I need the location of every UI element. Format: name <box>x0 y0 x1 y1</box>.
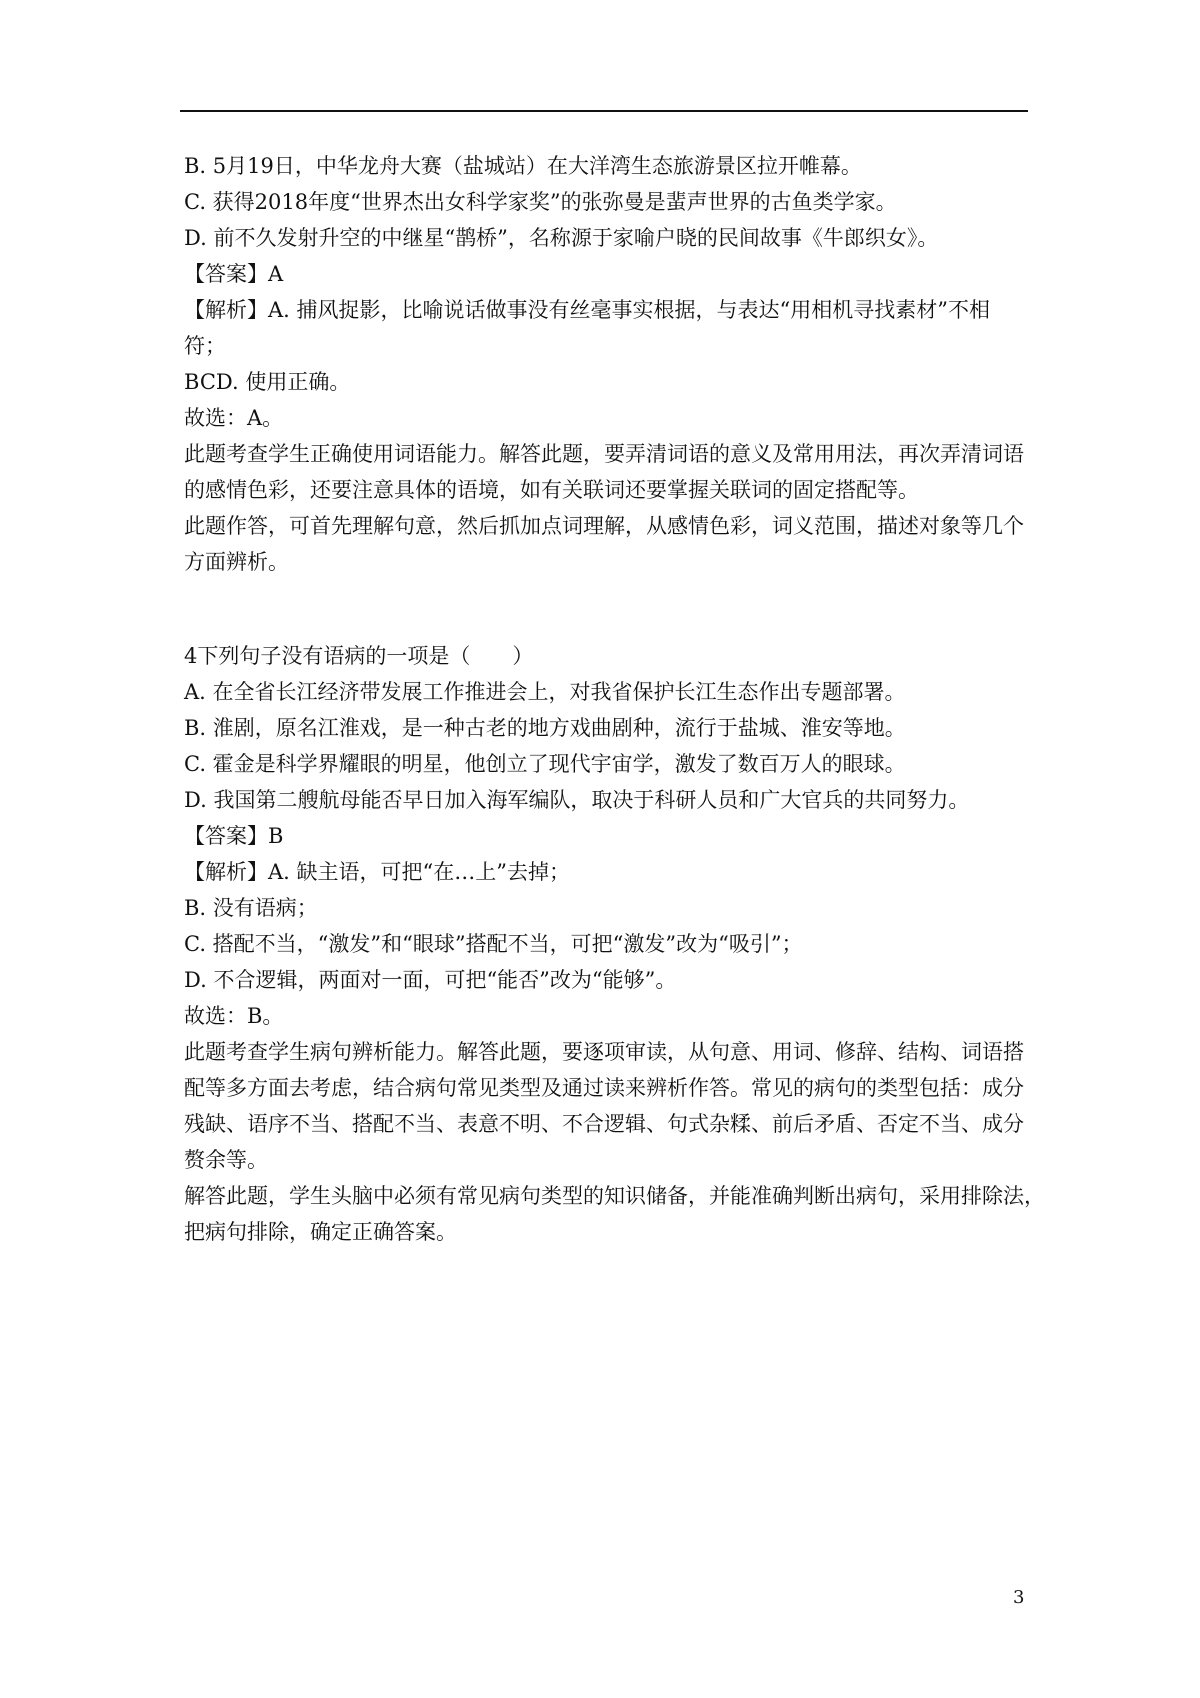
q4-option-b: B. 淮剧，原名江淮戏，是一种古老的地方戏曲剧种，流行于盐城、淮安等地。 <box>184 716 906 740</box>
q3-answer: 【答案】A <box>184 262 284 286</box>
q3-option-d: D. 前不久发射升空的中继星“鹊桥”，名称源于家喻户晓的民间故事《牛郎织女》。 <box>184 226 939 250</box>
q4-option-a: A. 在全省长江经济带发展工作推进会上，对我省保护长江生态作出专题部署。 <box>184 680 906 704</box>
header-rule <box>180 110 1028 112</box>
q3-analysis-bcd: BCD. 使用正确。 <box>184 370 351 394</box>
q4-note-1-cont-3: 赘余等。 <box>184 1148 268 1172</box>
q3-analysis-a-cont: 符； <box>184 334 226 358</box>
q4-stem: 4下列句子没有语病的一项是（ ） <box>184 644 534 668</box>
q3-option-c: C. 获得2018年度“世界杰出女科学家奖”的张弥曼是蜚声世界的古鱼类学家。 <box>184 190 897 214</box>
q4-option-d: D. 我国第二艘航母能否早日加入海军编队，取决于科研人员和广大官兵的共同努力。 <box>184 788 970 812</box>
document-body <box>184 148 1045 1250</box>
q4-choice: 故选：B。 <box>184 1004 284 1028</box>
q4-answer: 【答案】B <box>184 824 284 848</box>
q4-note-1-cont-2: 残缺、语序不当、搭配不当、表意不明、不合逻辑、句式杂糅、前后矛盾、否定不当、成分 <box>184 1112 1024 1136</box>
q4-analysis-b: B. 没有语病； <box>184 896 318 920</box>
q3-note-2-cont: 方面辨析。 <box>184 550 289 574</box>
question-gap <box>184 580 1028 638</box>
q3-analysis-a: 【解析】A. 捕风捉影，比喻说话做事没有丝毫事实根据，与表达“用相机寻找素材”不相 <box>184 298 990 322</box>
q4-note-1-cont-1: 配等多方面去考虑，结合病句常见类型及通过读来辨析作答。常见的病句的类型包括：成分 <box>184 1076 1024 1100</box>
q3-option-b: B. 5月19日，中华龙舟大赛（盐城站）在大洋湾生态旅游景区拉开帷幕。 <box>184 154 862 178</box>
q4-note-2: 解答此题，学生头脑中必须有常见病句类型的知识储备，并能准确判断出病句，采用排除法， <box>184 1184 1045 1208</box>
q4-analysis-d: D. 不合逻辑，两面对一面，可把“能否”改为“能够”。 <box>184 968 677 992</box>
q4-analysis-a: 【解析】A. 缺主语，可把“在…上”去掉； <box>184 860 570 884</box>
q3-note-2: 此题作答，可首先理解句意，然后抓加点词理解，从感情色彩，词义范围，描述对象等几个 <box>184 514 1024 538</box>
q4-option-c: C. 霍金是科学界耀眼的明星，他创立了现代宇宙学，激发了数百万人的眼球。 <box>184 752 906 776</box>
q4-note-2-cont: 把病句排除，确定正确答案。 <box>184 1220 457 1244</box>
page-number: 3 <box>1013 1587 1025 1608</box>
q4-note-1: 此题考查学生病句辨析能力。解答此题，要逐项审读，从句意、用词、修辞、结构、词语搭 <box>184 1040 1024 1064</box>
q3-choice: 故选：A。 <box>184 406 284 430</box>
q3-note-1: 此题考查学生正确使用词语能力。解答此题，要弄清词语的意义及常用用法，再次弄清词语 <box>184 442 1024 466</box>
q3-note-1-cont: 的感情色彩，还要注意具体的语境，如有关联词还要掌握关联词的固定搭配等。 <box>184 478 919 502</box>
q4-analysis-c: C. 搭配不当，“激发”和“眼球”搭配不当，可把“激发”改为“吸引”； <box>184 932 803 956</box>
